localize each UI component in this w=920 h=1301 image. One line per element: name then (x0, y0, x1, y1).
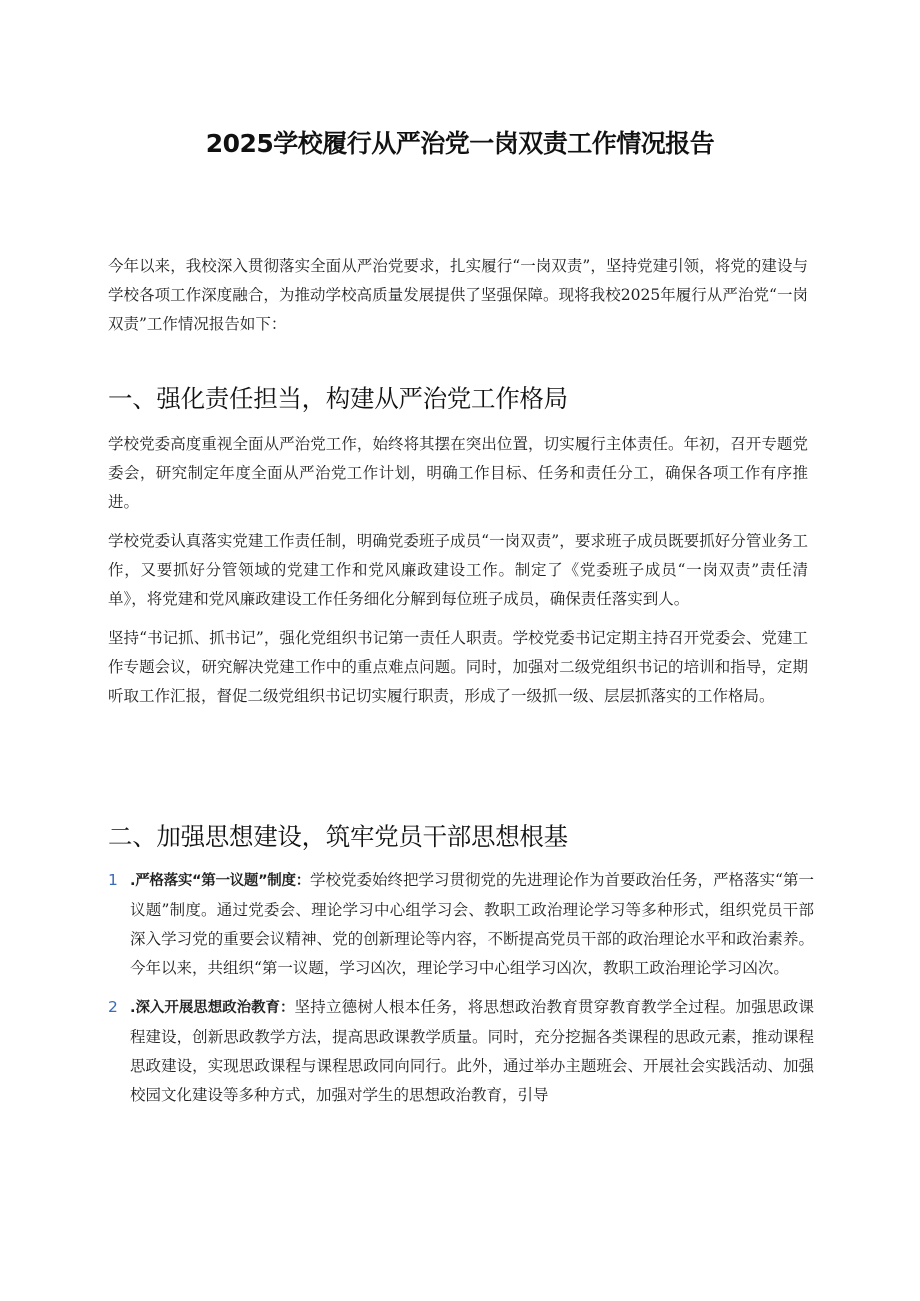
section-1-paragraph: 学校党委高度重视全面从严治党工作，始终将其摆在突出位置，切实履行主体责任。年初，召开专题党委会，研究制定年度全面从严治党工作计划，明确工作目标、任务和责任分工，确保各项工作有序推进。 (108, 435, 808, 511)
section-2-list (108, 866, 814, 1120)
section-1-paragraph: 学校党委认真落实党建工作责任制，明确党委班子成员“一岗双责”，要求班子成员既要抓好分管业务工作，又要抓好分管领域的党建工作和党风廉政建设工作。制定了《党委班子成员“一岗双责”责任清单》，将党建和党风廉政建设工作任务细化分解到每位班子成员，确保责任落实到人。 (108, 532, 808, 608)
list-item-body (130, 993, 814, 1110)
list-item-text: 学校党委始终把学习贯彻党的先进理论作为首要政治任务，严格落实“第一议题”制度。通过党委会、理论学习中心组学习会、教职工政治理论学习等多种形式，组织党员干部深入学习党的重要会议精神、党的创新理论等内容，不断提高党员干部的政治理论水平和政治素养。今年以来，共组织“第一议题，学习凶次，理论学习中心组学习凶次，教职工政治理论学习凶次。 (130, 871, 814, 977)
section-1-paragraph: 坚持“书记抓、抓书记”，强化党组织书记第一责任人职责。学校党委书记定期主持召开党委会、党建工作专题会议，研究解决党建工作中的重点难点问题。同时，加强对二级党组织书记的培训和指导，定期听取工作汇报，督促二级党组织书记切实履行职责，形成了一级抓一级、层层抓落实的工作格局。 (108, 629, 808, 705)
list-item-number: 2 (108, 998, 118, 1016)
list-item-text: 坚持立德树人根本任务，将思想政治教育贯穿教育教学全过程。加强思政课程建设，创新思政教学方法，提高思政课教学质量。同时，充分挖掘各类课程的思政元素，推动课程思政建设，实现思政课程与课程思政同向同行。此外，通过举办主题班会、开展社会实践活动、加强校园文化建设等多种方式，加强对学生的思想政治教育，引导 (130, 998, 814, 1104)
list-item-number: 1 (108, 871, 118, 889)
section-1-heading: 一、强化责任担当，构建从严治党工作格局 (108, 384, 568, 413)
list-item-body (130, 866, 814, 983)
section-1-body (108, 430, 808, 721)
list-item (108, 866, 814, 983)
section-2-heading: 二、加强思想建设，筑牢党员干部思想根基 (108, 822, 568, 851)
list-item-lead: .严格落实“第一议题”制度： (130, 873, 310, 889)
intro-paragraph: 今年以来，我校深入贯彻落实全面从严治党要求，扎实履行“一岗双责”，坚持党建引领，将党的建设与学校各项工作深度融合，为推动学校高质量发展提供了坚强保障。现将我校2025年履行从严治党“一岗双责”工作情况报告如下： (108, 257, 808, 333)
document-title: 2025学校履行从严治党一岗双责工作情况报告 (205, 129, 715, 158)
list-item-lead: .深入开展思想政治教育： (130, 1000, 295, 1016)
list-item (108, 993, 814, 1110)
